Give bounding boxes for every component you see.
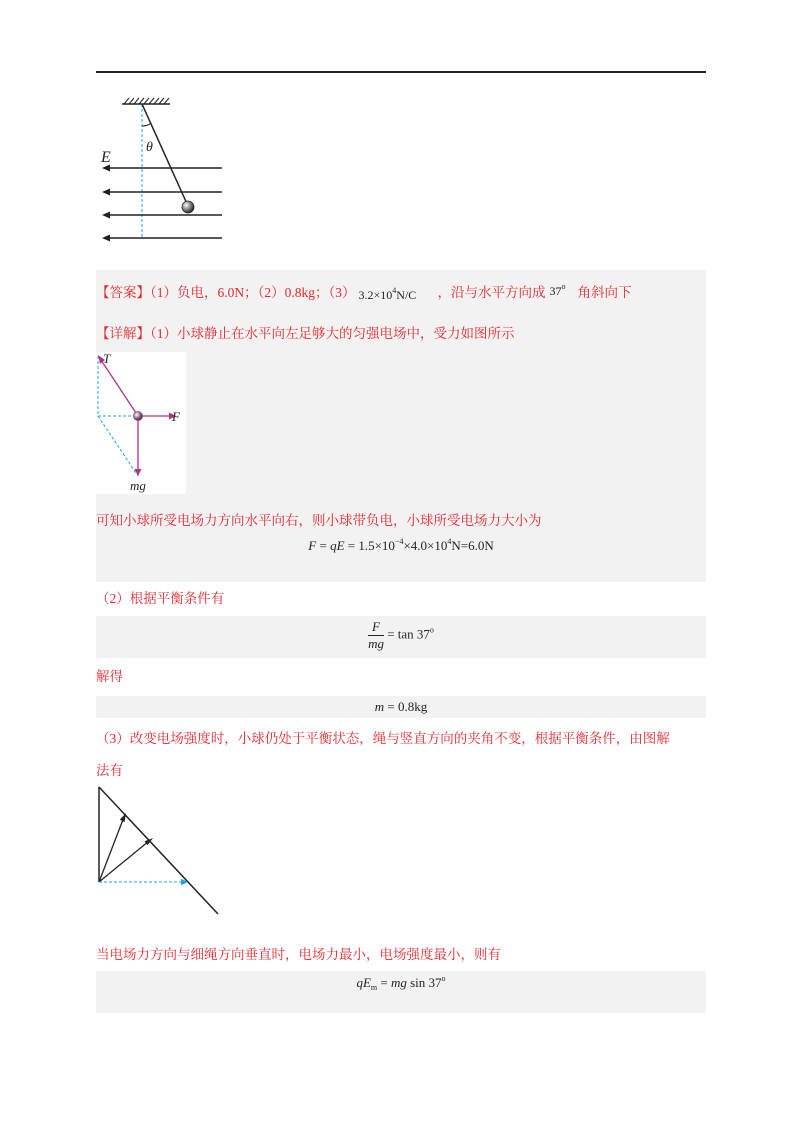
arrowhead-1 <box>120 813 126 822</box>
formula-electric-force: F = qE = $1.5\times 10^{-4}\times 4.0\times 10^4N=6.0N$ <box>308 537 494 553</box>
detail-text: （1）小球静止在水平向左足够大的匀强电场中，受力如图所示 <box>150 326 515 341</box>
answer-line: 【答案】（1）负电，6.0N；（2）0.8kg；（3） $3.2\times 10^4N/C$ ，沿与水平方向成 37$^o$ 角斜向下 <box>96 282 632 302</box>
answer-tag: 【答案】 <box>96 285 150 300</box>
s4-line1: （3）改变电场强度时，小球仍处于平衡状态，绳与竖直方向的夹角不变，根据平衡条件，由图解 <box>96 731 670 746</box>
graphical-method-figure <box>96 784 226 920</box>
detail-line <box>96 325 515 343</box>
ceiling-hatch <box>124 98 169 104</box>
field-lines <box>106 168 222 238</box>
s1-text: 可知小球所受电场力方向水平向右，则小球带负电，小球所受电场力大小为 <box>96 513 542 528</box>
s4-line2: 法有 <box>96 763 123 778</box>
answer-block <box>96 270 706 582</box>
formula-mass: m = 0.8kg <box>374 699 428 714</box>
force-diagram <box>96 352 186 494</box>
answer-part3: 角斜向下 <box>577 285 632 300</box>
label-F: F <box>172 409 180 424</box>
s3-text: 解得 <box>96 669 123 684</box>
ball <box>134 412 143 421</box>
s5-text: 当电场力方向与细绳方向垂直时，电场力最小，电场强度最小，则有 <box>96 947 501 962</box>
pendulum-string <box>142 104 188 206</box>
answer-part2: ，沿与水平方向成 <box>437 285 546 300</box>
formula-min-field: $qE_m$ = mg sin 37$^o$ <box>356 974 446 992</box>
label-mg: mg <box>130 478 146 493</box>
header-rule <box>96 71 706 73</box>
field-label-E: E <box>101 149 111 166</box>
theta-arc <box>142 123 151 126</box>
resultant-arrows <box>99 817 149 882</box>
dashed-arrowhead <box>181 879 188 885</box>
formula-tan: $\frac{F}{mg}$ = tan 37$^o$ <box>368 619 434 651</box>
pendulum-field-figure <box>96 90 236 250</box>
rope-direction-line <box>99 787 218 914</box>
field-arrowheads <box>102 165 110 242</box>
answer-part1: （1）负电，6.0N；（2）0.8kg；（3） <box>150 285 356 300</box>
theta-label: θ <box>146 140 153 155</box>
label-T: T <box>103 352 111 366</box>
detail-tag: 【详解】 <box>96 326 150 341</box>
charged-ball <box>182 201 194 213</box>
s2-text: （2）根据平衡条件有 <box>96 591 225 606</box>
